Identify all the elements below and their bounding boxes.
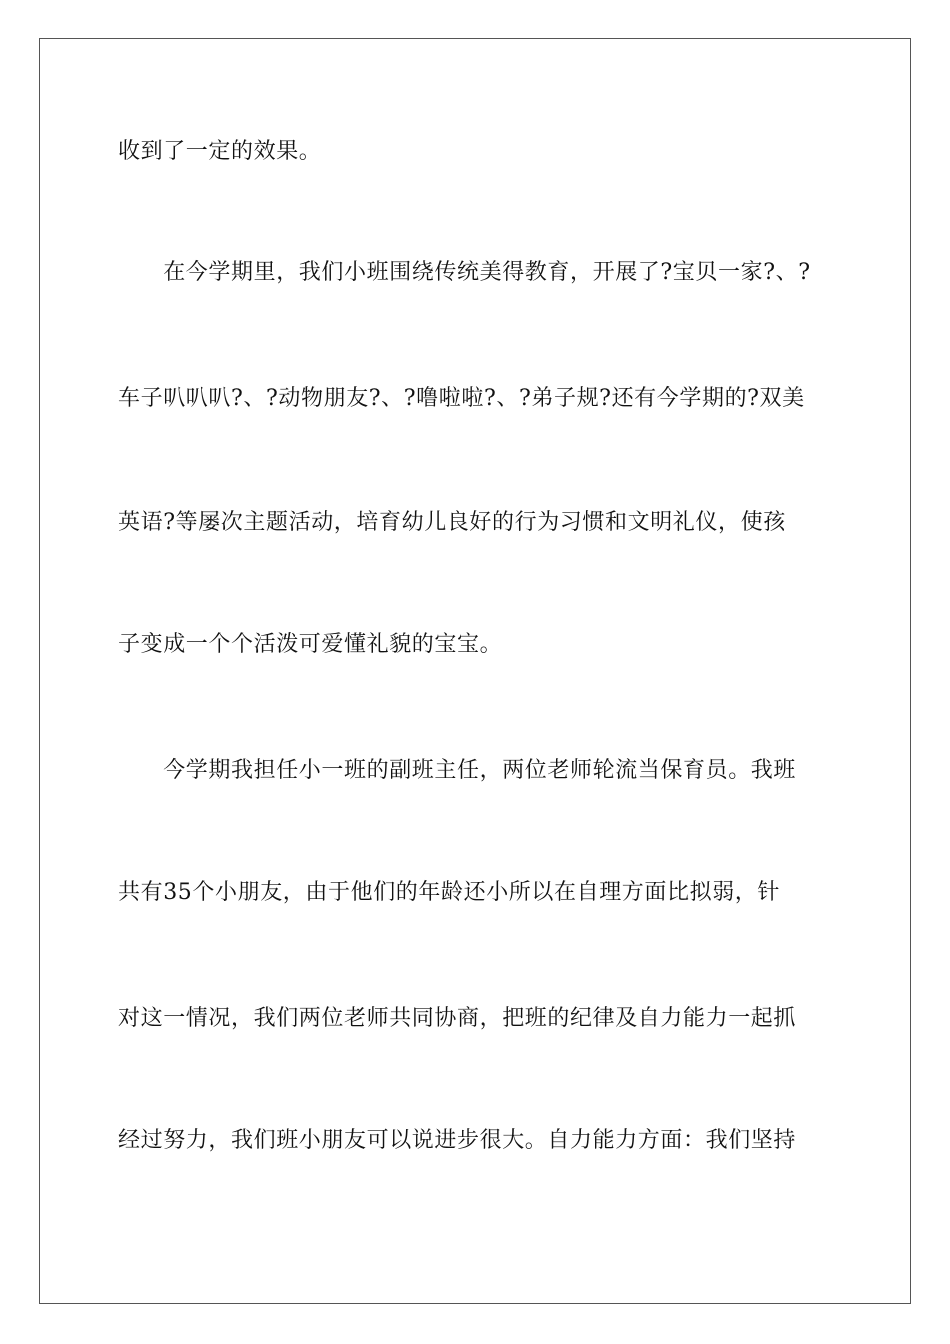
text-line: 共有35个小朋友，由于他们的年龄还小所以在自理方面比拟弱，针: [118, 880, 780, 905]
text-line: 英语?等屡次主题活动，培育幼儿良好的行为习惯和文明礼仪，使孩: [118, 510, 786, 535]
text-line: 在今学期里，我们小班围绕传统美得教育，开展了?宝贝一家?、?: [118, 260, 811, 285]
text-line: 经过努力，我们班小朋友可以说进步很大。自力能力方面：我们坚持: [118, 1128, 797, 1153]
text-line: 今学期我担任小一班的副班主任，两位老师轮流当保育员。我班: [118, 758, 797, 783]
text-line: 车子叭叭叭?、?动物朋友?、?噜啦啦?、?弟子规?还有今学期的?双美: [118, 386, 805, 411]
page-border: [39, 38, 911, 1304]
text-line: 收到了一定的效果。: [118, 139, 322, 164]
text-line: 对这一情况，我们两位老师共同协商，把班的纪律及自力能力一起抓: [118, 1006, 797, 1031]
text-line: 子变成一个个活泼可爱懂礼貌的宝宝。: [118, 632, 503, 657]
